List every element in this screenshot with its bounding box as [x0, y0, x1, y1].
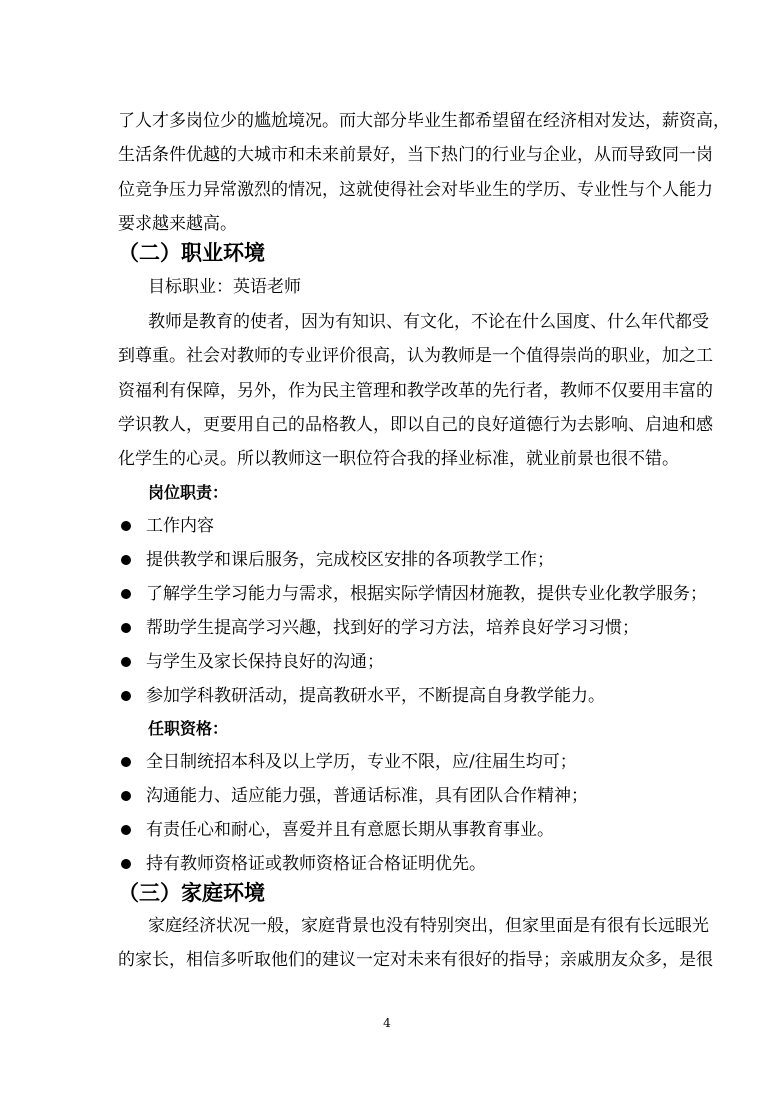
bullet-icon — [121, 623, 131, 633]
list-item — [118, 786, 678, 806]
list-item-text: 参加学科教研活动，提高教研水平，不断提高自身教学能力。 — [146, 686, 605, 706]
bullet-icon — [121, 657, 131, 667]
list-item-text: 沟通能力、适应能力强，普通话标准，具有团队合作精神； — [146, 786, 588, 806]
list-item — [118, 584, 707, 604]
body-text-line: 学识教人，更要用自己的品格教人，即以自己的良好道德行为去影响、启迪和感 — [118, 415, 713, 435]
bullet-icon — [121, 589, 131, 599]
list-item-text: 有责任心和耐心，喜爱并且有意愿长期从事教育事业。 — [146, 820, 554, 840]
list-item — [118, 854, 678, 874]
list-item-text: 工作内容 — [146, 516, 214, 536]
duties-title: 岗位职责： — [148, 483, 229, 502]
bullet-icon — [121, 691, 131, 701]
bullet-icon — [121, 791, 131, 801]
list-item-text: 提供教学和课后服务，完成校区安排的各项教学工作； — [146, 550, 554, 570]
body-text-line: 教师是教育的使者，因为有知识、有文化，不论在什么国度、什么年代都受 — [148, 312, 709, 332]
qualifications-title: 任职资格： — [148, 719, 229, 738]
body-text-line: 到尊重。社会对教师的专业评价很高，认为教师是一个值得崇尚的职业，加之工 — [118, 346, 713, 366]
body-text-line: 化学生的心灵。所以教师这一职位符合我的择业标准，就业前景也很不错。 — [118, 449, 679, 469]
list-item — [118, 686, 678, 706]
bullet-icon — [121, 859, 131, 869]
list-item — [118, 516, 678, 536]
bullet-icon — [121, 825, 131, 835]
bullet-icon — [121, 521, 131, 531]
page-number: 4 — [383, 1016, 391, 1030]
list-item-text: 持有教师资格证或教师资格证合格证明优先。 — [146, 854, 486, 874]
body-text-line: 位竞争压力异常激烈的情况，这就使得社会对毕业生的学历、专业性与个人能力 — [118, 180, 713, 200]
bullet-icon — [121, 555, 131, 565]
list-item-text: 了解学生学习能力与需求，根据实际学情因材施教，提供专业化教学服务； — [146, 584, 707, 604]
body-text-line: 资福利有保障，另外，作为民主管理和教学改革的先行者，教师不仅要用丰富的 — [118, 381, 713, 401]
section-heading-career: （二）职业环境 — [118, 241, 265, 265]
list-item — [118, 550, 678, 570]
list-item-text: 全日制统招本科及以上学历，专业不限，应/往届生均可； — [146, 752, 577, 772]
body-text-line: 的家长，相信多听取他们的建议一定对未来有很好的指导；亲戚朋友众多，是很 — [118, 950, 713, 970]
list-item — [118, 820, 678, 840]
list-item-text: 帮助学生提高学习兴趣，找到好的学习方法，培养良好学习习惯； — [146, 618, 639, 638]
section-heading-family: （三）家庭环境 — [118, 881, 265, 905]
target-career: 目标职业：英语老师 — [148, 277, 301, 297]
list-item — [118, 752, 678, 772]
body-text-line: 了人才多岗位少的尴尬境况。而大部分毕业生都希望留在经济相对发达，薪资高， — [118, 111, 730, 131]
list-item-text: 与学生及家长保持良好的沟通； — [146, 652, 384, 672]
body-text-line: 要求越来越高。 — [118, 214, 237, 234]
list-item — [118, 652, 678, 672]
body-text-line: 家庭经济状况一般，家庭背景也没有特别突出，但家里面是有很有长远眼光 — [148, 916, 709, 936]
list-item — [118, 618, 678, 638]
bullet-icon — [121, 757, 131, 767]
body-text-line: 生活条件优越的大城市和未来前景好，当下热门的行业与企业，从而导致同一岗 — [118, 145, 713, 165]
